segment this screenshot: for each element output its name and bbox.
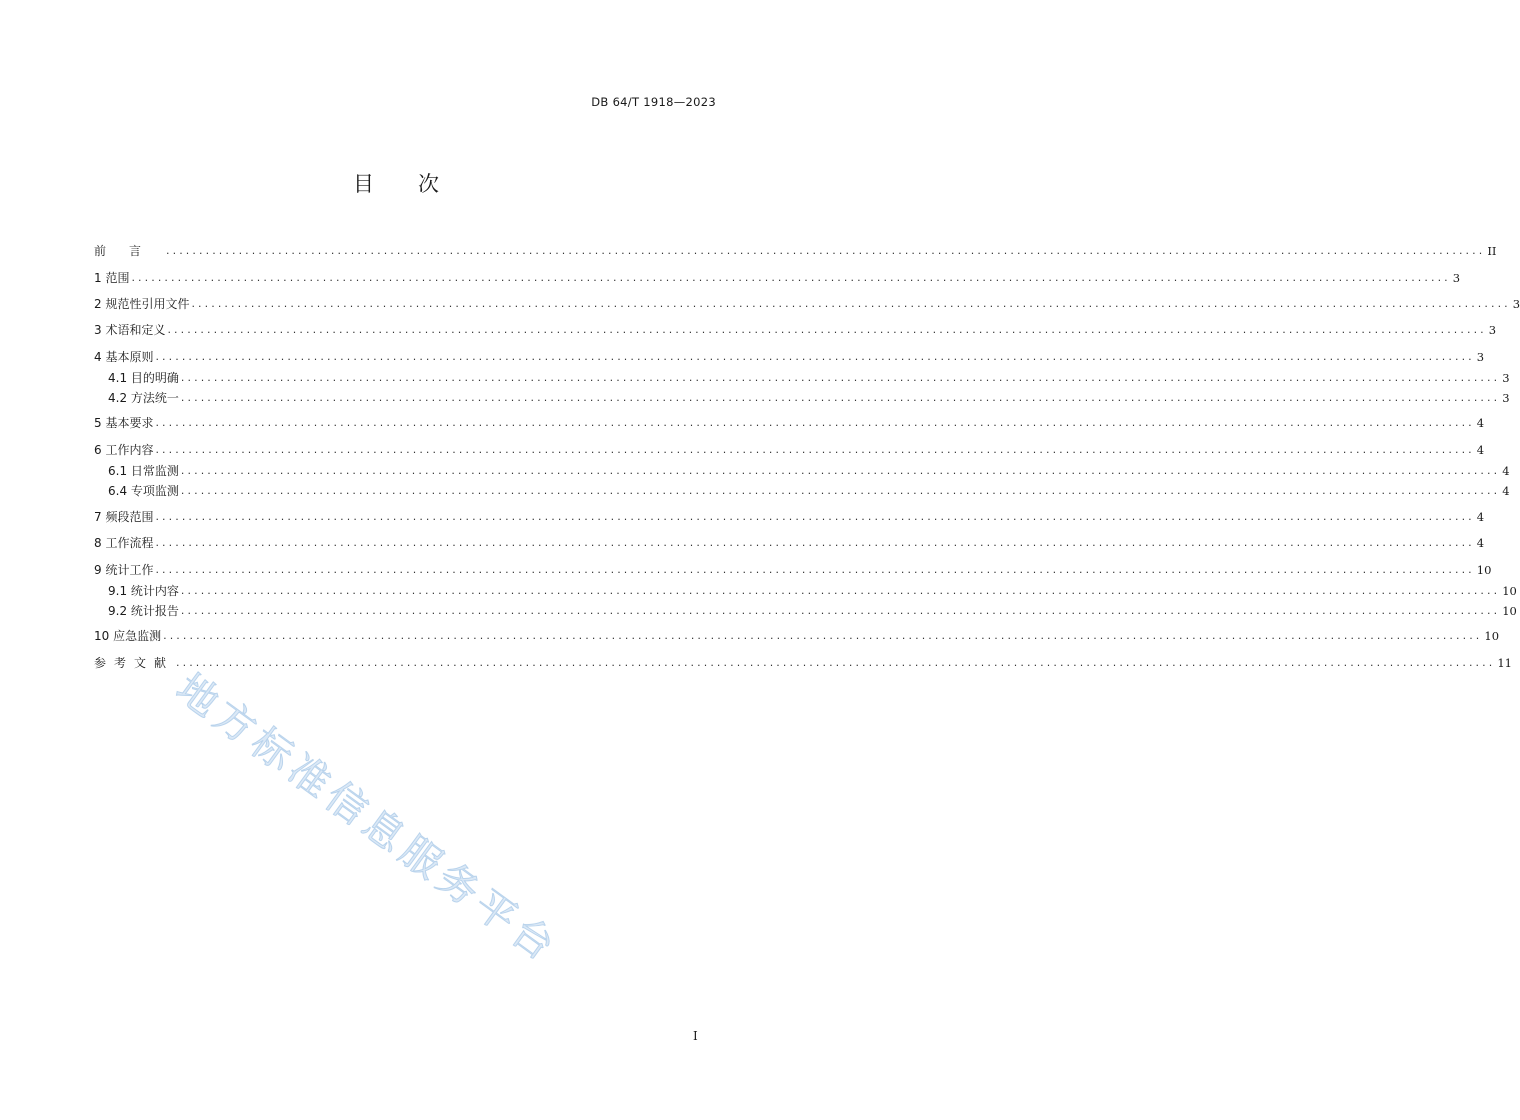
toc-entry[interactable] — [94, 509, 1485, 525]
toc-leader-dots: ........................................................................................................................................................................................................ — [155, 563, 1475, 576]
toc-leader-dots: ........................................................................................................................................................................................................ — [180, 464, 1501, 477]
toc-leader-dots: ........................................................................................................................................................................................................ — [166, 244, 1486, 257]
toc-leader-dots: ........................................................................................................................................................................................................ — [155, 536, 1475, 549]
toc-entry[interactable] — [94, 655, 1512, 671]
toc-leader-dots: ........................................................................................................................................................................................................ — [180, 484, 1501, 497]
toc-leader-dots: ........................................................................................................................................................................................................ — [176, 656, 1496, 669]
toc-leader-dots: ........................................................................................................................................................................................................ — [191, 297, 1511, 310]
toc-leader-dots: ........................................................................................................................................................................................................ — [155, 443, 1475, 456]
toc-entry[interactable] — [94, 322, 1497, 338]
toc-entry-label: 4.2 方法统一 — [108, 391, 179, 405]
toc-entry-label: 10 应急监测 — [94, 629, 162, 643]
toc-entry[interactable] — [94, 296, 1520, 312]
watermark: 地方标准信息服务平台 — [167, 665, 567, 973]
toc-entry-label: 9 统计工作 — [94, 563, 154, 577]
toc-leader-dots: ........................................................................................................................................................................................................ — [155, 350, 1475, 363]
toc-entry-label: 2 规范性引用文件 — [94, 297, 190, 311]
toc-subentry[interactable] — [108, 583, 1517, 599]
toc-entry-page: 4 — [1502, 464, 1510, 478]
toc-subentry[interactable] — [108, 390, 1510, 406]
toc-entry[interactable] — [94, 562, 1492, 578]
toc-entry-page: 4 — [1476, 510, 1485, 524]
toc-entry-label: 3 术语和定义 — [94, 323, 166, 337]
toc-entry-label: 6 工作内容 — [94, 443, 154, 457]
toc-entry-label: 6.1 日常监测 — [108, 464, 179, 478]
toc-entry-label: 1 范围 — [94, 271, 130, 285]
toc-leader-dots: ........................................................................................................................................................................................................ — [180, 604, 1501, 617]
toc-entry-label: 参考文献 — [94, 656, 175, 670]
toc-leader-dots: ........................................................................................................................................................................................................ — [155, 416, 1475, 429]
toc-leader-dots: ........................................................................................................................................................................................................ — [163, 629, 1483, 642]
toc-entry-page: 10 — [1484, 629, 1500, 643]
toc-leader-dots: ........................................................................................................................................................................................................ — [180, 371, 1501, 384]
toc-leader-dots: ........................................................................................................................................................................................................ — [155, 510, 1475, 523]
toc-entry-label: 9.2 统计报告 — [108, 604, 179, 618]
page-number: I — [693, 1029, 698, 1043]
toc-entry-page: 4 — [1476, 536, 1485, 550]
toc-entry-page: II — [1487, 244, 1497, 258]
toc-entry-label: 9.1 统计内容 — [108, 584, 179, 598]
toc-leader-dots: ........................................................................................................................................................................................................ — [180, 391, 1501, 404]
toc-entry-page: 3 — [1502, 391, 1510, 405]
toc-entry-label: 4.1 目的明确 — [108, 371, 179, 385]
toc-entry-page: 3 — [1476, 350, 1485, 364]
toc-entry-label: 4 基本原则 — [94, 350, 154, 364]
toc-entry-page: 3 — [1488, 323, 1497, 337]
toc-entry-label: 8 工作流程 — [94, 536, 154, 550]
toc-subentry[interactable] — [108, 603, 1517, 619]
toc-leader-dots: ........................................................................................................................................................................................................ — [167, 323, 1487, 336]
toc-entry-label: 5 基本要求 — [94, 416, 154, 430]
toc-entry-page: 3 — [1452, 271, 1461, 285]
toc-entry-page: 10 — [1502, 584, 1517, 598]
toc-subentry[interactable] — [108, 370, 1510, 386]
toc-entry[interactable] — [94, 628, 1500, 644]
toc-entry-label: 6.4 专项监测 — [108, 484, 179, 498]
toc-entry[interactable] — [94, 243, 1497, 259]
toc-entry-page: 4 — [1476, 443, 1485, 457]
document-code: DB 64/T 1918—2023 — [591, 95, 716, 109]
toc-entry[interactable] — [94, 535, 1485, 551]
toc-entry-page: 3 — [1512, 297, 1520, 311]
toc-entry[interactable] — [94, 442, 1485, 458]
toc-entry-page: 3 — [1502, 371, 1510, 385]
toc-leader-dots: ........................................................................................................................................................................................................ — [180, 584, 1501, 597]
toc-entry-page: 4 — [1476, 416, 1485, 430]
toc-subentry[interactable] — [108, 463, 1510, 479]
toc-entry-page: 10 — [1502, 604, 1517, 618]
toc-title: 目次 — [353, 172, 483, 196]
toc-entry-label: 前言 — [94, 244, 165, 258]
toc-entry-page: 4 — [1502, 484, 1510, 498]
toc-entry[interactable] — [94, 270, 1461, 286]
toc-entry[interactable] — [94, 349, 1485, 365]
toc-entry-page: 10 — [1476, 563, 1492, 577]
toc-leader-dots: ........................................................................................................................................................................................................ — [131, 271, 1451, 284]
toc-entry-page: 11 — [1497, 656, 1512, 670]
toc-entry[interactable] — [94, 415, 1485, 431]
toc-subentry[interactable] — [108, 483, 1510, 499]
toc-entry-label: 7 频段范围 — [94, 510, 154, 524]
